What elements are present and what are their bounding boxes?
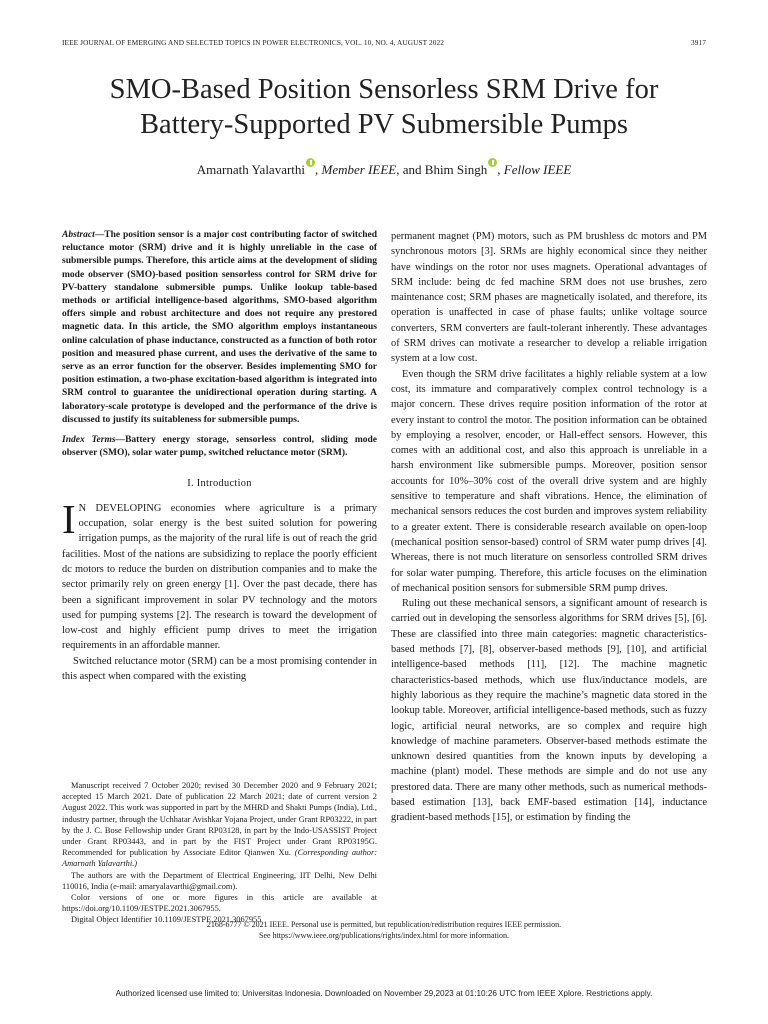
footnote-manuscript [62,780,377,870]
paper-title [0,72,768,142]
journal-name: IEEE JOURNAL OF EMERGING AND SELECTED TOPICS IN POWER ELECTRONICS, VOL. 10, NO. 4, AUGUST 2022 [62,38,444,47]
footnote-doi: Digital Object Identifier 10.1109/JESTPE.2021.3067955 [71,915,262,925]
corresponding-author: (Corresponding author: Amarnath Yalavarthi.) [62,848,377,869]
author-1-name: Amarnath Yalavarthi [196,162,306,177]
footnote-affiliation: The authors are with the Department of Electrical Engineering, IIT Delhi, New Delhi 110016, India (e-mail: amaryalavarthi@gmail.com). [62,870,377,891]
author-line: Amarnath Yalavarthi , Member IEEE, and Bhim Singh , Fellow IEEE [0,158,768,179]
copyright-notice [0,919,768,941]
intro-paragraph-1-text: N DEVELOPING economies where agriculture is a primary occupation, solar energy is the best suited solution for powering irrigation pumps, as the majority of the rural life is out of reach the grid facilities. Most of the nations are subsidizing to replace the poorly efficient dc motors to reduce the burden on distribution companies and to make the sector primarily rely on green energy [1]. Over the past decade, there has been a significant improvement in solar PV technology and the motors used for pumping systems [2]. The research is toward the development of low-cost and highly efficient pump drives to meet the irrigation requirements in an affordable manner. [62,502,377,652]
abstract-text: The position sensor is a major cost contributing factor of switched reluctance motor (SRM) drive and it is highly unreliable in the case of submersible pumps. Therefore, this article aims at the development of sliding mode observer (SMO)-based position sensorless control for SRM drive for PV-battery standalone submersible pumps. Unlike lookup table-based methods or artificial intelligence-based algorithms, SMO-based algorithm offers simple and robust architecture and does not require any prestored magnetic data. In this article, the SMO algorithm employs instantaneous online calculation of phase inductance, constructed as a function of both rotor position and measured phase current, and uses the derivative of the same to serve as an error function for the observer. Besides implementing SMO for position estimation, a two-phase excitation-based algorithm is integrated into SRM control to guarantee the unidirectional operation during starting. A laboratory-scale prototype is developed and the performance of the drive is discussed to justify its suitableness for submersible pumps. [62,230,377,425]
drop-cap: I [62,495,76,542]
footnotes [62,780,377,926]
intro-paragraph-1 [62,495,377,654]
license-footer: Authorized licensed use limited to: Universitas Indonesia. Downloaded on November 29,2023 at 01:10:26 UTC from IEEE Xplore. Restrictions apply. [115,989,653,998]
abstract [62,229,377,427]
page-number: 3917 [691,38,706,47]
title-line-2: Battery-Supported PV Submersible Pumps [140,109,628,140]
left-column [62,229,377,684]
copyright-line-2: See https://www.ieee.org/publications/rights/index.html for more information. [259,931,509,940]
copyright-line-1: 2168-6777 © 2021 IEEE. Personal use is permitted, but republication/redistribution requires IEEE permission. [206,920,562,929]
section-heading: I. Introduction [187,478,252,490]
right-paragraph-3: Ruling out these mechanical sensors, a significant amount of research is carried out in developing the sensorless algorithms for SRM drives [5], [6]. These are classified into three main categories: magnetic characteristics-based methods [7], [8], observer-based methods [9], [10], and artificial intelligence-based methods [11], [12]. The machine magnetic characteristics-based methods, which use flux/inductance models, are highly laborious as they require the machine’s magnetic data stored in the lookup table. Moreover, artificial intelligence-based methods, such as fuzzy logic, artificial neural networks, are so complex and require high knowledge of machine parameters. Observer-based methods estimate the unknown desired quantities from the known inputs by developing a machine (plant) model. These methods are simple and do not use any prestored data. There are many other methods, such as numerical methods-based estimation [13], back EMF-based estimation [14], inductance gradient-based methods [15], or estimation by finding the [391,598,707,824]
abstract-label: Abstract— [62,230,105,240]
orcid-icon[interactable] [306,158,315,167]
title-line-1: SMO-Based Position Sensorless SRM Drive for [109,74,659,105]
index-terms-label: Index Terms— [62,435,126,446]
footnote-color: Color versions of one or more figures in this article are available at https://doi.org/10.1109/JESTPE.2021.3067955. [62,893,377,914]
orcid-icon[interactable] [488,158,497,167]
right-paragraph-1: permanent magnet (PM) motors, such as PM brushless dc motors and PM synchronous motors [3]. SRMs are highly economical since they neither have windings on the rotor nor uses magnets. Operational advantages of SRM include: being dc fed machine SRM does not use brushes, zero maintenance cost; SRM phases are magnetically isolated, and therefore, its operation is unaffected in case of phase faults; unlike voltage source converters, SRM converters are fault-tolerant inherently. These advantages of SRM drives can motivate a researcher to develop a reliable irrigation system at a low cost. [391,231,707,365]
right-paragraph-2: Even though the SRM drive facilitates a highly reliable system at a low cost, its immature and comparatively complex control technology is a major concern. These drives require position information of the rotor at every instant to control the motor. The position information can be obtained by employing a resolver, encoder, or Hall-effect sensors. However, this comes with an additional cost, and also this approach is unreliable in a harsh environment like submersible pumps. Moreover, position sensor accounts for 10%–30% cost of the overall drive system and are highly sensitive to temperature and shaft vibrations. Hence, the elimination of mechanical sensors reduces the cost burden and improves system reliability to a greater extent. There is considerable research available on open-loop (mechanical position sensor-based) control of SRM water pump drives [4]. Whereas, there is not much literature on sensorless controlled SRM drives for solar water pumping. Therefore, this article focuses on the elimination of mechanical position sensors for submersible SRM pump drives. [391,368,707,594]
author-2-membership: Fellow IEEE [503,162,572,177]
footnote-manuscript-text: Manuscript received 7 October 2020; revised 30 December 2020 and 9 February 2021; accepted 15 March 2021. Date of publication 22 March 2021; date of current version 2 August 2022. This work was supported in part by the MHRD and Shakti Pumps (India), Ltd., industry partner, through the Uchhatar Avishkar Yojana Project, under Grant RP03222, in part by the J. C. Bose Fellowship under Grant RP03128, in part by the Indo-USASSIST Project under Grant RP03443, and in part by the FIST Project under Grant RP03195G. Recommended for publication by Associate Editor Qianwen Xu. [62,781,377,858]
author-connector: , and Bhim Singh [396,162,488,177]
right-column [391,229,707,826]
author-1-membership: Member IEEE [321,162,397,177]
index-terms-text: Battery energy storage, sensorless control, sliding mode observer (SMO), solar water pump, switched reluctance motor (SRM). [62,435,377,459]
running-header [62,38,706,50]
intro-paragraph-2: Switched reluctance motor (SRM) can be a most promising contender in this aspect when compared with the existing [62,655,377,683]
index-terms [62,434,377,460]
